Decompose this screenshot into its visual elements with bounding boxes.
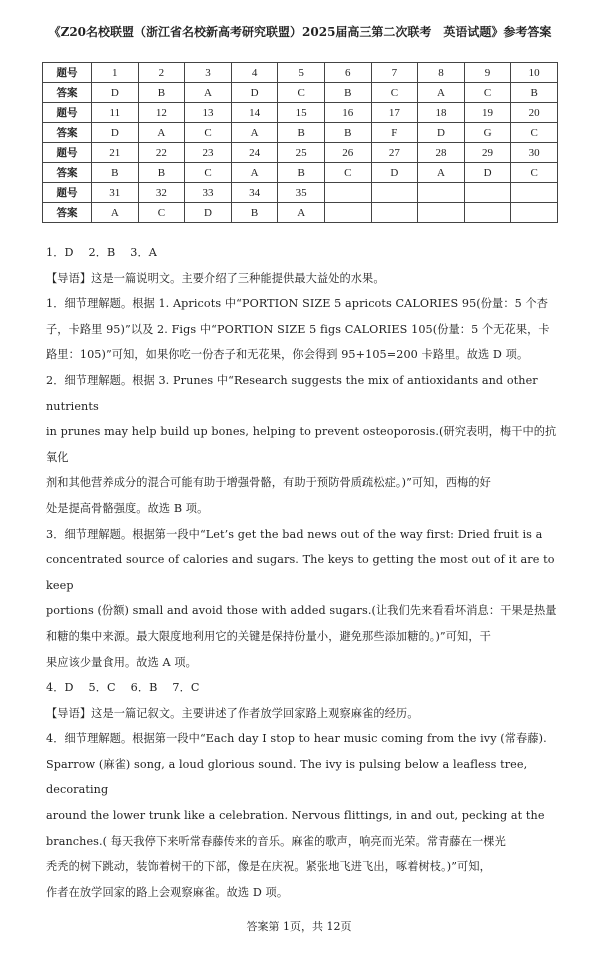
question-number-row <box>43 143 558 163</box>
answer-cell: C <box>138 203 185 223</box>
text-line: 1．D 2．B 3．A <box>46 246 157 259</box>
question-number-cell: 22 <box>138 143 185 163</box>
question-number-cell: 30 <box>511 143 558 163</box>
answer-cell: D <box>231 83 278 103</box>
answer-cell: D <box>92 123 139 143</box>
answer-row <box>43 203 558 223</box>
question-number-cell: 31 <box>92 183 139 203</box>
question-number-cell: 17 <box>371 103 418 123</box>
answer-cell: B <box>138 163 185 183</box>
row-label: 题号 <box>43 183 92 203</box>
answer-cell: B <box>138 83 185 103</box>
text-line: 4．D 5．C 6．B 7．C <box>46 681 200 695</box>
question-number-cell: 24 <box>231 143 278 163</box>
answer-cell: A <box>92 203 139 223</box>
text-line: 【导语】这是一篇记叙文。主要讲述了作者放学回家路上观察麻雀的经历。 <box>46 706 419 720</box>
question-number-cell <box>324 183 371 203</box>
answer-cell: A <box>278 203 325 223</box>
answer-cell: D <box>185 203 232 223</box>
question-number-cell: 34 <box>231 183 278 203</box>
question-number-cell: 16 <box>324 103 371 123</box>
text-line: Sparrow (麻雀) song, a loud glorious sound. The ivy is pulsing below a leafless tree, decorating <box>46 757 528 797</box>
question-number-cell: 10 <box>511 63 558 83</box>
answer-table <box>42 62 558 223</box>
answer-cell <box>324 203 371 223</box>
row-label: 答案 <box>43 123 92 143</box>
answer-cell: A <box>418 83 465 103</box>
question-number-cell: 9 <box>464 63 511 83</box>
text-line: 和糖的集中来源。最大限度地利用它的关键是保持份量小，避免那些添加糖的。)”可知，干 <box>46 629 491 643</box>
text-line: 路里：105)”可知，如果你吃一份杏子和无花果，你会得到 95+105=200 卡路里。故选 D 项。 <box>46 348 529 362</box>
answer-cell: C <box>511 123 558 143</box>
text-line: branches.( 每天我停下来听常春藤传来的音乐。麻雀的歌声，响亮而光荣。常青藤在一棵光 <box>46 834 506 848</box>
answer-cell: B <box>231 203 278 223</box>
text-line: concentrated source of calories and sugars. The keys to getting the most out of it are to keep <box>46 553 555 592</box>
question-number-cell <box>464 183 511 203</box>
answer-cell <box>464 203 511 223</box>
answer-cell: C <box>371 83 418 103</box>
question-number-cell: 33 <box>185 183 232 203</box>
answer-cell: A <box>418 163 465 183</box>
question-number-cell: 2 <box>138 63 185 83</box>
text-line: in prunes may help build up bones, helping to prevent osteoporosis.(研究表明，梅干中的抗氧化 <box>46 425 557 464</box>
question-number-cell: 18 <box>418 103 465 123</box>
question-number-cell: 15 <box>278 103 325 123</box>
answer-cell <box>371 203 418 223</box>
question-number-cell <box>371 183 418 203</box>
question-number-row <box>43 183 558 203</box>
answer-cell: A <box>231 163 278 183</box>
question-number-cell: 14 <box>231 103 278 123</box>
explanation-body <box>46 240 558 905</box>
text-line: 秃秃的树下跳动，装饰着树干的下部，像是在庆祝。紧张地飞进飞出，啄着树枝。)”可知， <box>46 860 491 874</box>
answer-cell: C <box>511 163 558 183</box>
question-number-row <box>43 103 558 123</box>
answer-cell: C <box>464 83 511 103</box>
text-line: 剂和其他营养成分的混合可能有助于增强骨骼，有助于预防骨质疏松症。)”可知，西梅的好 <box>46 476 491 490</box>
question-number-cell: 20 <box>511 103 558 123</box>
text-line: 3．细节理解题。根据第一段中“Let’s get the bad news out of the way first: Dried fruit is a <box>46 527 543 541</box>
question-number-cell: 7 <box>371 63 418 83</box>
question-number-cell: 5 <box>278 63 325 83</box>
question-number-cell: 4 <box>231 63 278 83</box>
text-line: 处是提高骨骼强度。故选 B 项。 <box>46 501 209 515</box>
answer-cell: B <box>92 163 139 183</box>
answer-row <box>43 163 558 183</box>
question-number-cell <box>511 183 558 203</box>
answer-cell: F <box>371 123 418 143</box>
text-line: 1．细节理解题。根据 1. Apricots 中“PORTION SIZE 5 apricots CALORIES 95(份量：5 个杏 <box>46 297 549 311</box>
answer-cell: B <box>511 83 558 103</box>
answer-cell: C <box>324 163 371 183</box>
answer-cell: A <box>185 83 232 103</box>
question-number-cell: 13 <box>185 103 232 123</box>
row-label: 答案 <box>43 163 92 183</box>
question-number-cell: 35 <box>278 183 325 203</box>
text-line: 4．细节理解题。根据第一段中“Each day I stop to hear music coming from the ivy (常春藤). <box>46 732 547 746</box>
answer-cell: C <box>278 83 325 103</box>
question-number-cell: 6 <box>324 63 371 83</box>
question-number-row <box>43 63 558 83</box>
text-line: 2．细节理解题。根据 3. Prunes 中“Research suggests the mix of antioxidants and other nutrients <box>46 373 538 413</box>
answer-cell: C <box>185 123 232 143</box>
answer-cell: A <box>138 123 185 143</box>
answer-cell: D <box>418 123 465 143</box>
question-number-cell: 1 <box>92 63 139 83</box>
document-title: 《Z20名校联盟（浙江省名校新高考研究联盟）2025届高三第二次联考 英语试题》参考答案 <box>48 25 552 39</box>
answer-cell: C <box>185 163 232 183</box>
answer-cell: G <box>464 123 511 143</box>
answer-cell: D <box>92 83 139 103</box>
text-line: portions (份额) small and avoid those with added sugars.(让我们先来看看坏消息：干果是热量 <box>46 604 557 618</box>
text-line: 子，卡路里 95)”以及 2. Figs 中“PORTION SIZE 5 figs CALORIES 105(份量：5 个无花果，卡 <box>46 322 550 336</box>
question-number-cell: 32 <box>138 183 185 203</box>
question-number-cell: 11 <box>92 103 139 123</box>
question-number-cell: 19 <box>464 103 511 123</box>
answer-cell: D <box>371 163 418 183</box>
question-number-cell: 28 <box>418 143 465 163</box>
answer-cell: B <box>324 123 371 143</box>
answer-row <box>43 123 558 143</box>
row-label: 题号 <box>43 63 92 83</box>
answer-cell: A <box>231 123 278 143</box>
row-label: 题号 <box>43 103 92 123</box>
page-footer: 答案第 1页，共 12页 <box>246 920 352 933</box>
row-label: 题号 <box>43 143 92 163</box>
question-number-cell: 23 <box>185 143 232 163</box>
question-number-cell: 27 <box>371 143 418 163</box>
question-number-cell: 26 <box>324 143 371 163</box>
question-number-cell: 25 <box>278 143 325 163</box>
row-label: 答案 <box>43 83 92 103</box>
text-line: 果应该少量食用。故选 A 项。 <box>46 655 197 669</box>
text-line: 【导语】这是一篇说明文。主要介绍了三种能提供最大益处的水果。 <box>46 271 385 285</box>
answer-cell: D <box>464 163 511 183</box>
answer-cell <box>418 203 465 223</box>
answer-cell: B <box>324 83 371 103</box>
question-number-cell: 12 <box>138 103 185 123</box>
text-line: around the lower trunk like a celebration. Nervous flittings, in and out, pecking at the <box>46 809 545 823</box>
answer-row <box>43 83 558 103</box>
question-number-cell: 29 <box>464 143 511 163</box>
question-number-cell: 21 <box>92 143 139 163</box>
text-line: 作者在放学回家的路上会观察麻雀。故选 D 项。 <box>46 885 289 899</box>
answer-cell <box>511 203 558 223</box>
row-label: 答案 <box>43 203 92 223</box>
question-number-cell: 3 <box>185 63 232 83</box>
answer-cell: B <box>278 163 325 183</box>
answer-cell: B <box>278 123 325 143</box>
question-number-cell: 8 <box>418 63 465 83</box>
question-number-cell <box>418 183 465 203</box>
